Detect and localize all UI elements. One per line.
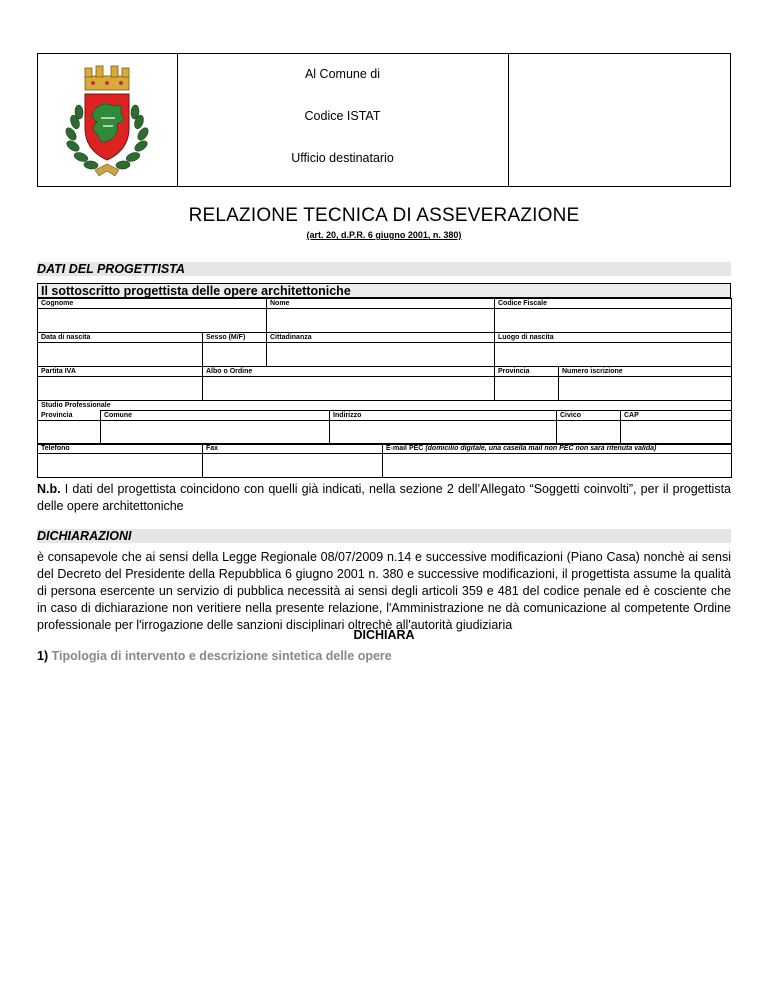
cap-field[interactable] (621, 421, 732, 445)
nome-label: Nome (267, 299, 495, 309)
comune-label: Comune (101, 411, 330, 421)
cittadinanza-label: Cittadinanza (267, 333, 495, 343)
section-heading-dichiarazioni: DICHIARAZIONI (37, 529, 731, 543)
dichiara-heading: DICHIARA (353, 628, 415, 642)
coat-of-arms-icon (57, 62, 157, 180)
indirizzo-label: Indirizzo (330, 411, 557, 421)
studio-label: Studio Professionale (38, 401, 732, 411)
subsection-heading-progettista: Il sottoscritto progettista delle opere architettoniche (37, 283, 731, 298)
header-box (37, 53, 731, 187)
partita-iva-label: Partita IVA (38, 367, 203, 377)
telefono-field[interactable] (38, 454, 203, 478)
section-heading-progettista: DATI DEL PROGETTISTA (37, 262, 731, 276)
codice-fiscale-label: Codice Fiscale (495, 299, 732, 309)
numero-iscrizione-label: Numero iscrizione (559, 367, 732, 377)
civico-label: Civico (557, 411, 621, 421)
numero-iscrizione-field[interactable] (559, 377, 732, 401)
sesso-field[interactable] (203, 343, 267, 367)
header-middle-cell (177, 54, 509, 186)
codice-fiscale-field[interactable] (495, 309, 732, 333)
luogo-nascita-label: Luogo di nascita (495, 333, 732, 343)
comune-label: Al Comune di (304, 67, 381, 81)
cognome-field[interactable] (38, 309, 267, 333)
nb-note: N.b. I dati del progettista coincidono con quelli già indicati, nella sezione 2 dell’Allegato “Soggetti coinvolti”, per il progettista delle opere architettoniche (37, 482, 731, 513)
row-contatti (37, 443, 732, 478)
page-subtitle: (art. 20, d.P.R. 6 giugno 2001, n. 380) (306, 230, 462, 240)
nome-field[interactable] (267, 309, 495, 333)
studio-provincia-field[interactable] (38, 421, 101, 445)
cittadinanza-field[interactable] (267, 343, 495, 367)
provincia-label: Provincia (495, 367, 559, 377)
page-title: RELAZIONE TECNICA DI ASSEVERAZIONE (188, 205, 580, 226)
comune-field[interactable] (101, 421, 330, 445)
provincia-field[interactable] (495, 377, 559, 401)
istat-label: Codice ISTAT (304, 109, 381, 123)
row-studio (37, 400, 732, 445)
email-pec-label: E-mail PEC (domicilio digitale, una casella mail non PEC non sarà ritenuta valida) (383, 444, 732, 454)
ufficio-label: Ufficio destinatario (291, 151, 394, 165)
row-albo (37, 366, 732, 401)
luogo-nascita-field[interactable] (495, 343, 732, 367)
email-pec-note: (domicilio digitale, una casella mail non PEC non sarà ritenuta valida) (425, 445, 657, 452)
partita-iva-field[interactable] (38, 377, 203, 401)
email-pec-field[interactable] (383, 454, 732, 478)
indirizzo-field[interactable] (330, 421, 557, 445)
albo-field[interactable] (203, 377, 495, 401)
sesso-label: Sesso (M/F) (203, 333, 267, 343)
row-anagrafica-2 (37, 332, 732, 367)
coat-of-arms-cell (38, 54, 178, 186)
cap-label: CAP (621, 411, 732, 421)
data-nascita-label: Data di nascita (38, 333, 203, 343)
cognome-label: Cognome (38, 299, 267, 309)
item-1: 1) Tipologia di intervento e descrizione sintetica delle opere (37, 649, 392, 663)
studio-provincia-label: Provincia (38, 411, 101, 421)
albo-label: Albo o Ordine (203, 367, 495, 377)
telefono-label: Telefono (38, 444, 203, 454)
row-anagrafica-1 (37, 298, 732, 333)
data-nascita-field[interactable] (38, 343, 203, 367)
fax-label: Fax (203, 444, 383, 454)
civico-field[interactable] (557, 421, 621, 445)
dichiarazioni-body: è consapevole che ai sensi della Legge Regionale 08/07/2009 n.14 e successive modificazioni (Piano Casa) nonchè ai sensi del Decreto del Presidente della Repubblica 6 giugno 2001 n. 380 e successive modificazioni, il progettista assume la qualità di persona esercente un servizio di pubblica necessità ai sensi degli articoli 359 e 481 del codice penale ed è cosciente che in caso di dichiarazione non veritiere nella presente relazione, l'Amministrazione ne dà comunicazione al competente Ordine professionale per l'irrogazione delle sanzioni disciplinari oltrechè all'autorità giudiziaria (37, 550, 731, 632)
item-1-text: Tipologia di intervento e descrizione sintetica delle opere (51, 649, 392, 663)
fax-field[interactable] (203, 454, 383, 478)
